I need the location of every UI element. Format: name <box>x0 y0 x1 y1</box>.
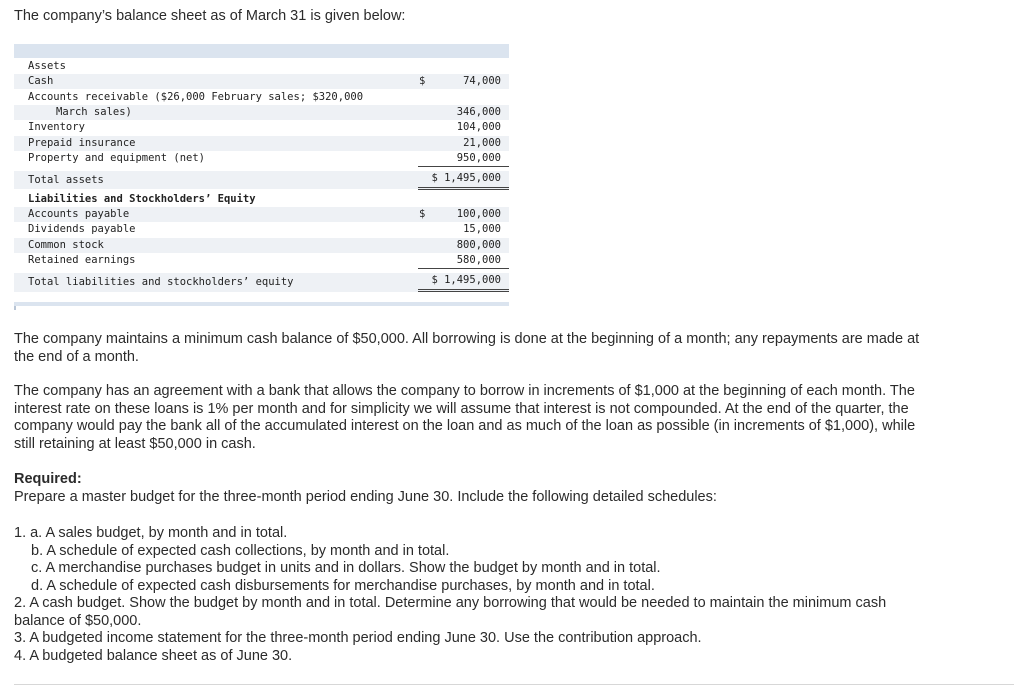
common-stock-label: Common stock <box>28 239 104 251</box>
subtotal-underline <box>418 166 509 167</box>
table-header-bar <box>14 44 509 58</box>
retained-earnings-amount: 580,000 <box>456 254 501 266</box>
row-ap <box>14 207 509 222</box>
inventory-amount: 104,000 <box>456 121 501 133</box>
list-item: 1. a. A sales budget, by month and in total. <box>14 525 288 541</box>
balance-sheet <box>14 44 509 306</box>
total-assets-amount: $ 1,495,000 <box>431 172 501 184</box>
liabilities-heading: Liabilities and Stockholders’ Equity <box>28 193 256 205</box>
list-item: b. A schedule of expected cash collections, by month and in total. <box>31 542 450 559</box>
row-cash <box>14 74 509 89</box>
row-assets-heading <box>14 59 509 74</box>
row-ppe <box>14 151 509 166</box>
dividends-label: Dividends payable <box>28 223 136 235</box>
total-le-label: Total liabilities and stockholders’ equity <box>28 276 294 288</box>
ap-dollar: $ <box>419 208 426 220</box>
list-item: d. A schedule of expected cash disbursements for merchandise purchases, by month and in total. <box>31 577 655 594</box>
row-liab-heading <box>14 192 509 207</box>
row-inventory <box>14 120 509 135</box>
common-stock-amount: 800,000 <box>456 239 501 251</box>
subtotal-underline <box>418 268 509 269</box>
inventory-label: Inventory <box>28 121 85 133</box>
total-le-amount: $ 1,495,000 <box>431 274 501 286</box>
list-item: 2. A cash budget. Show the budget by month and in total. Determine any borrowing that would be needed to maintain the minimum cash balance of $50,000. <box>14 595 887 629</box>
prepaid-label: Prepaid insurance <box>28 137 136 149</box>
cash-dollar: $ <box>419 75 426 87</box>
ppe-label: Property and equipment (net) <box>28 152 206 164</box>
required-label: Required: <box>14 471 82 487</box>
list-item: c. A merchandise purchases budget in units and in dollars. Show the budget by month and in total. <box>31 560 661 576</box>
table-footer-bar <box>14 302 509 306</box>
ar-amount: 346,000 <box>456 106 501 118</box>
paragraph-bank-agreement: The company has an agreement with a bank that allows the company to borrow in increments of $1,000 at the beginning of each month. The interest rate on these loans is 1% per month and for simplicity we will assume that interest is not compounded. At the end of the quarter, the company would pay the bank all of the accumulated interest on the loan and as much of the loan as possible (in increments of $1,000), while still retaining at least $50,000 in cash. <box>14 383 916 452</box>
required-text: Prepare a master budget for the three-month period ending June 30. Include the following detailed schedules: <box>14 489 717 505</box>
total-assets-label: Total assets <box>28 174 104 186</box>
row-common-stock <box>14 238 509 253</box>
list-item: 4. A budgeted balance sheet as of June 30. <box>14 647 293 664</box>
row-ar-line1 <box>14 90 509 105</box>
cash-label: Cash <box>28 75 54 87</box>
requirements-list <box>14 525 924 665</box>
total-double-underline <box>418 187 509 190</box>
intro-text: The company’s balance sheet as of March 31 is given below: <box>14 8 406 24</box>
ppe-amount: 950,000 <box>456 152 501 164</box>
list-item: 3. A budgeted income statement for the three-month period ending June 30. Use the contribution approach. <box>14 630 702 646</box>
cash-amount: 74,000 <box>463 75 501 87</box>
retained-earnings-label: Retained earnings <box>28 254 136 266</box>
paragraph-min-cash: The company maintains a minimum cash balance of $50,000. All borrowing is done at the beginning of a month; any repayments are made at the end of a month. <box>14 331 920 365</box>
table-footer-stub <box>14 306 16 310</box>
prepaid-amount: 21,000 <box>463 137 501 149</box>
ap-amount: 100,000 <box>456 208 501 220</box>
ar-label: Accounts receivable ($26,000 February sales; $320,000 <box>28 91 364 103</box>
total-double-underline <box>418 289 509 292</box>
row-prepaid <box>14 136 509 151</box>
ar-label-cont: March sales) <box>56 106 132 118</box>
dividends-amount: 15,000 <box>463 223 501 235</box>
assets-heading: Assets <box>28 60 66 72</box>
row-retained-earnings <box>14 253 509 268</box>
ap-label: Accounts payable <box>28 208 130 220</box>
row-dividends <box>14 222 509 237</box>
row-ar-line2 <box>14 105 509 120</box>
bottom-divider <box>14 684 1014 685</box>
